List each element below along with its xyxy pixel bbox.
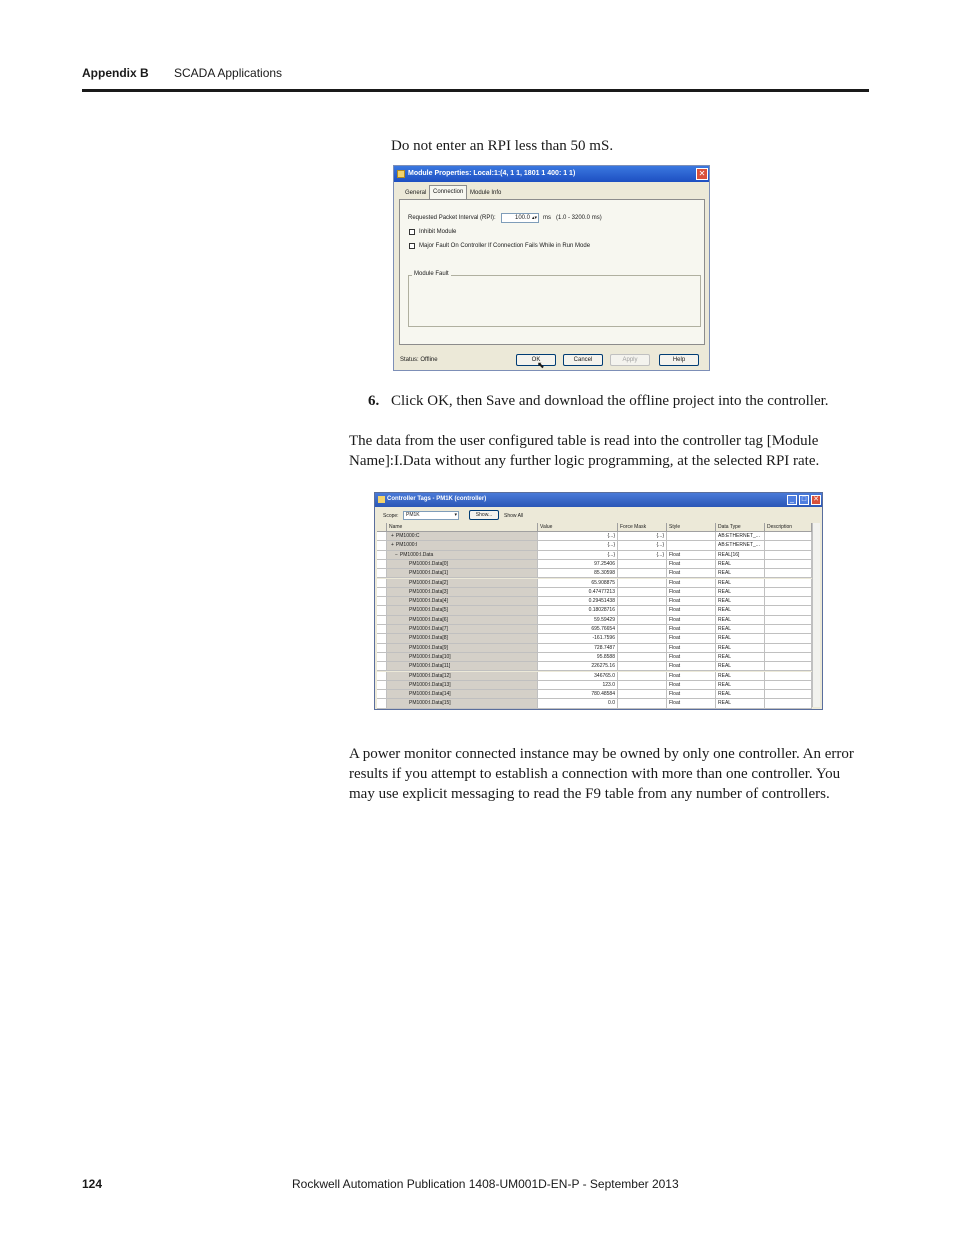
rpi-value: 100.0	[514, 215, 530, 221]
row-selector[interactable]	[377, 644, 387, 653]
description-cell[interactable]	[765, 662, 812, 671]
module-icon	[397, 170, 405, 178]
description-cell[interactable]	[765, 690, 812, 699]
data-type-cell[interactable]: REAL	[716, 634, 765, 643]
section-title: SCADA Applications	[174, 66, 283, 80]
force-mask-cell[interactable]	[618, 653, 667, 662]
table-row[interactable]	[377, 634, 820, 643]
ok-button[interactable]: OK	[516, 354, 556, 366]
data-type-cell[interactable]: AB:ETHERNET_...	[716, 541, 765, 550]
style-cell[interactable]	[667, 541, 716, 550]
tag-name-cell[interactable]	[387, 662, 538, 671]
data-type-cell[interactable]: REAL	[716, 597, 765, 606]
table-row[interactable]	[377, 699, 820, 708]
tag-name-cell[interactable]	[387, 616, 538, 625]
tag-name: PM1000:I.Data[10]	[409, 653, 451, 660]
tag-name: PM1000:I.Data[6]	[409, 616, 448, 623]
description-cell[interactable]	[765, 606, 812, 615]
tag-name-cell[interactable]	[387, 644, 538, 653]
cursor-icon: ⬉	[537, 360, 545, 370]
chevron-down-icon[interactable]: ▾	[454, 512, 457, 518]
style-cell[interactable]	[667, 532, 716, 541]
paragraph-data-read: The data from the user configured table is read into the controller tag [Module Name]:I.Data without any further logic programming, at the selected RPI rate.	[349, 433, 820, 469]
description-cell[interactable]	[765, 569, 812, 578]
tag-name-cell[interactable]	[387, 634, 538, 643]
table-row[interactable]	[377, 625, 820, 634]
status-text: Status: Offline	[400, 357, 438, 363]
inhibit-module-checkbox[interactable]	[409, 229, 415, 235]
description-cell[interactable]	[765, 541, 812, 550]
page-number: 124	[82, 1177, 103, 1191]
description-cell[interactable]	[765, 653, 812, 662]
tag-value-cell[interactable]: 0.18028716	[538, 606, 618, 615]
table-row[interactable]	[377, 532, 820, 541]
style-cell[interactable]: Float	[667, 606, 716, 615]
tag-value-cell[interactable]: {...}	[538, 541, 618, 550]
data-type-cell[interactable]: REAL	[716, 672, 765, 681]
show-all-label: Show All	[504, 513, 524, 519]
table-row[interactable]	[377, 606, 820, 615]
rpi-input[interactable]	[501, 213, 539, 223]
tag-name: PM1000:I.Data[14]	[409, 691, 451, 698]
tag-name-cell[interactable]	[387, 541, 538, 550]
dialog-title: Module Properties: Local:1:(4, 1 1, 1801 1 400: 1 1)	[408, 170, 576, 177]
tag-name: PM1000:I.Data[2]	[409, 579, 448, 586]
description-cell[interactable]	[765, 616, 812, 625]
table-row[interactable]	[377, 560, 820, 569]
column-header-style[interactable]: Style	[667, 523, 716, 532]
force-mask-cell[interactable]	[618, 597, 667, 606]
description-cell[interactable]	[765, 532, 812, 541]
row-selector[interactable]	[377, 672, 387, 681]
row-selector[interactable]	[377, 588, 387, 597]
description-cell[interactable]	[765, 681, 812, 690]
force-mask-cell[interactable]: {...}	[618, 551, 667, 560]
table-row[interactable]	[377, 597, 820, 606]
controller-tags-window	[374, 492, 823, 710]
tag-value-cell[interactable]: {...}	[538, 551, 618, 560]
tags-window-icon	[378, 496, 385, 503]
tag-name: PM1000:I	[395, 542, 418, 549]
rpi-range: (1.0 - 3200.0 ms)	[556, 215, 602, 221]
tag-name: PM1000:I.Data[9]	[409, 644, 448, 651]
module-fault-label: Module Fault	[414, 271, 449, 277]
header-rule	[82, 89, 869, 92]
appendix-label: Appendix B	[82, 66, 149, 80]
tag-value-cell[interactable]: 0.0	[538, 699, 618, 708]
row-selector[interactable]	[377, 560, 387, 569]
tag-name: PM1000:C	[395, 533, 420, 539]
table-row[interactable]	[377, 672, 820, 681]
style-cell[interactable]: Float	[667, 579, 716, 588]
data-type-cell[interactable]: REAL	[716, 588, 765, 597]
apply-button[interactable]: Apply	[610, 354, 650, 366]
description-cell[interactable]	[765, 551, 812, 560]
column-header-description[interactable]: Description	[765, 523, 812, 532]
force-mask-cell[interactable]	[618, 644, 667, 653]
style-cell[interactable]: Float	[667, 681, 716, 690]
force-mask-cell[interactable]	[618, 606, 667, 615]
row-selector[interactable]	[377, 569, 387, 578]
row-selector[interactable]	[377, 541, 387, 550]
row-selector[interactable]	[377, 690, 387, 699]
step-6	[368, 391, 868, 411]
description-cell[interactable]	[765, 634, 812, 643]
style-cell[interactable]: Float	[667, 690, 716, 699]
tag-name-cell[interactable]	[387, 569, 538, 578]
tag-value-cell[interactable]: 695.76654	[538, 625, 618, 634]
module-properties-dialog	[393, 165, 710, 371]
row-header-corner	[377, 523, 387, 532]
minimize-icon[interactable]: _	[787, 495, 797, 505]
tag-name-cell[interactable]	[387, 690, 538, 699]
data-type-cell[interactable]: REAL	[716, 560, 765, 569]
tag-name: PM1000:I.Data[1]	[409, 570, 448, 577]
column-header-force-mask[interactable]: Force Mask	[618, 523, 667, 532]
data-type-cell[interactable]: REAL	[716, 625, 765, 634]
scope-value: PM1K	[406, 512, 420, 518]
major-fault-checkbox[interactable]	[409, 243, 415, 249]
style-cell[interactable]: Float	[667, 588, 716, 597]
tag-value-cell[interactable]: 0.29451438	[538, 597, 618, 606]
paragraph-ownership: A power monitor connected instance may be owned by only one controller. An error results if you attempt to establish a connection with more than one controller. You may use explicit messaging to read the F9 table from any number of controllers.	[349, 746, 854, 802]
table-row[interactable]	[377, 541, 820, 550]
force-mask-cell[interactable]	[618, 690, 667, 699]
step-number: 6.	[368, 393, 380, 409]
row-selector[interactable]	[377, 579, 387, 588]
spinner-icon[interactable]: ▴▾	[531, 215, 537, 221]
description-cell[interactable]	[765, 644, 812, 653]
style-cell[interactable]: Float	[667, 644, 716, 653]
data-type-cell[interactable]: REAL	[716, 699, 765, 708]
table-row[interactable]	[377, 653, 820, 662]
tag-value-cell[interactable]: 123.0	[538, 681, 618, 690]
scope-label: Scope:	[383, 513, 399, 519]
data-type-cell[interactable]: REAL	[716, 653, 765, 662]
table-row[interactable]	[377, 644, 820, 653]
row-selector[interactable]	[377, 662, 387, 671]
description-cell[interactable]	[765, 699, 812, 708]
force-mask-cell[interactable]	[618, 560, 667, 569]
tag-name: PM1000:I.Data[13]	[409, 681, 451, 688]
help-button[interactable]: Help	[659, 354, 699, 366]
description-cell[interactable]	[765, 579, 812, 588]
force-mask-cell[interactable]	[618, 588, 667, 597]
data-type-cell[interactable]: AB:ETHERNET_...	[716, 532, 765, 541]
rpi-note: Do not enter an RPI less than 50 mS.	[391, 138, 614, 154]
table-row[interactable]	[377, 681, 820, 690]
row-selector[interactable]	[377, 634, 387, 643]
close-icon[interactable]: ✕	[696, 168, 708, 180]
style-cell[interactable]: Float	[667, 597, 716, 606]
style-cell[interactable]: Float	[667, 616, 716, 625]
force-mask-cell[interactable]	[618, 625, 667, 634]
data-type-cell[interactable]: REAL[16]	[716, 551, 765, 560]
tag-value-cell[interactable]: 346765.0	[538, 672, 618, 681]
force-mask-cell[interactable]	[618, 662, 667, 671]
style-cell[interactable]: Float	[667, 699, 716, 708]
row-selector[interactable]	[377, 625, 387, 634]
force-mask-cell[interactable]	[618, 569, 667, 578]
force-mask-cell[interactable]	[618, 681, 667, 690]
tag-name-cell[interactable]	[387, 579, 538, 588]
data-type-cell[interactable]: REAL	[716, 690, 765, 699]
expand-icon[interactable]: +	[391, 533, 394, 539]
row-selector[interactable]	[377, 681, 387, 690]
data-type-cell[interactable]: REAL	[716, 579, 765, 588]
data-type-cell[interactable]: REAL	[716, 606, 765, 615]
data-type-cell[interactable]: REAL	[716, 662, 765, 671]
column-header-value[interactable]: Value	[538, 523, 618, 532]
tag-value-cell[interactable]: 97.25406	[538, 560, 618, 569]
tag-value-cell[interactable]: 780.48584	[538, 690, 618, 699]
tags-window-title: Controller Tags - PM1K (controller)	[387, 496, 487, 502]
table-row[interactable]	[377, 551, 820, 560]
expand-icon[interactable]: +	[391, 542, 394, 549]
data-type-cell[interactable]: REAL	[716, 681, 765, 690]
tag-name: PM1000:I.Data[7]	[409, 626, 448, 632]
tag-name: PM1000:I.Data[15]	[409, 700, 451, 707]
table-row[interactable]	[377, 690, 820, 699]
tab-module-info[interactable]: Module Info	[470, 190, 502, 196]
maximize-icon[interactable]: □	[799, 495, 809, 505]
row-selector[interactable]	[377, 551, 387, 560]
tag-name-cell[interactable]	[387, 532, 538, 541]
tags-title-bar	[375, 493, 822, 507]
tag-value-cell[interactable]: 59.59429	[538, 616, 618, 625]
tag-name-cell[interactable]	[387, 560, 538, 569]
tag-value-cell[interactable]: 0.47477213	[538, 588, 618, 597]
tag-name: PM1000:I.Data[11]	[409, 663, 451, 670]
tag-name: PM1000:I.Data[3]	[409, 588, 448, 595]
module-fault-group	[408, 275, 701, 327]
tag-value-cell[interactable]: 728.7487	[538, 644, 618, 653]
rpi-unit: ms	[543, 215, 551, 221]
tag-name: PM1000:I.Data[4]	[409, 598, 448, 605]
tag-name-cell[interactable]	[387, 653, 538, 662]
row-selector[interactable]	[377, 597, 387, 606]
force-mask-cell[interactable]	[618, 634, 667, 643]
tag-value-cell[interactable]: 85.30598	[538, 569, 618, 578]
table-row[interactable]	[377, 588, 820, 597]
tag-name-cell[interactable]	[387, 625, 538, 634]
style-cell[interactable]: Float	[667, 551, 716, 560]
tag-name-cell[interactable]	[387, 597, 538, 606]
scope-select[interactable]	[403, 511, 459, 520]
style-cell[interactable]: Float	[667, 653, 716, 662]
row-selector[interactable]	[377, 699, 387, 708]
row-selector[interactable]	[377, 532, 387, 541]
table-row[interactable]	[377, 662, 820, 671]
tab-general[interactable]: General	[405, 190, 427, 196]
tag-name: PM1000:I.Data[8]	[409, 635, 448, 642]
description-cell[interactable]	[765, 597, 812, 606]
tag-value-cell[interactable]: -161.7596	[538, 634, 618, 643]
publication-footer: Rockwell Automation Publication 1408-UM001D-EN-P - September 2013	[292, 1177, 679, 1191]
show-button[interactable]: Show...	[469, 510, 499, 520]
force-mask-cell[interactable]	[618, 579, 667, 588]
tag-name-cell[interactable]	[387, 588, 538, 597]
collapse-icon[interactable]: −	[395, 551, 398, 558]
force-mask-cell[interactable]	[618, 616, 667, 625]
table-row[interactable]	[377, 569, 820, 578]
style-cell[interactable]: Float	[667, 634, 716, 643]
data-type-cell[interactable]: REAL	[716, 616, 765, 625]
close-icon[interactable]: ✕	[811, 495, 821, 505]
tag-name-cell[interactable]	[387, 681, 538, 690]
tag-name: PM1000:I.Data[5]	[409, 607, 448, 614]
description-cell[interactable]	[765, 625, 812, 634]
row-selector[interactable]	[377, 606, 387, 615]
style-cell[interactable]: Float	[667, 672, 716, 681]
description-cell[interactable]	[765, 560, 812, 569]
style-cell[interactable]: Float	[667, 569, 716, 578]
step-text: Click OK, then Save and download the offline project into the controller.	[391, 393, 829, 409]
data-type-cell[interactable]: REAL	[716, 644, 765, 653]
force-mask-cell[interactable]: {...}	[618, 541, 667, 550]
style-cell[interactable]: Float	[667, 662, 716, 671]
tag-value-cell[interactable]: 65.908875	[538, 579, 618, 588]
tag-name: PM1000:I.Data[0]	[409, 560, 448, 567]
cancel-button[interactable]: Cancel	[563, 354, 603, 366]
tag-name-cell[interactable]	[387, 551, 538, 560]
description-cell[interactable]	[765, 672, 812, 681]
dialog-title-bar	[394, 166, 709, 182]
force-mask-cell[interactable]	[618, 672, 667, 681]
tag-value-cell[interactable]: {...}	[538, 532, 618, 541]
tag-name-cell[interactable]	[387, 606, 538, 615]
table-row[interactable]	[377, 579, 820, 588]
inhibit-module-label: Inhibit Module	[419, 229, 457, 235]
style-cell[interactable]: Float	[667, 625, 716, 634]
vertical-scrollbar[interactable]	[812, 523, 820, 707]
force-mask-cell[interactable]	[618, 699, 667, 708]
tag-name: PM1000:I.Data[12]	[409, 672, 451, 679]
column-header-data-type[interactable]: Data Type	[716, 523, 765, 532]
tag-name-cell[interactable]	[387, 672, 538, 681]
style-cell[interactable]: Float	[667, 560, 716, 569]
tag-value-cell[interactable]: 226275.16	[538, 662, 618, 671]
rpi-label: Requested Packet Interval (RPI):	[408, 215, 496, 221]
major-fault-label: Major Fault On Controller If Connection Fails While in Run Mode	[419, 243, 591, 249]
force-mask-cell[interactable]: {...}	[618, 532, 667, 541]
tag-value-cell[interactable]: 95.8588	[538, 653, 618, 662]
table-row[interactable]	[377, 616, 820, 625]
row-selector[interactable]	[377, 653, 387, 662]
tag-name: PM1000:I.Data	[399, 551, 434, 558]
data-type-cell[interactable]: REAL	[716, 569, 765, 578]
column-header-name[interactable]: Name	[387, 523, 538, 532]
row-selector[interactable]	[377, 616, 387, 625]
tag-name-cell[interactable]	[387, 699, 538, 708]
tab-connection[interactable]: Connection	[429, 185, 467, 200]
description-cell[interactable]	[765, 588, 812, 597]
